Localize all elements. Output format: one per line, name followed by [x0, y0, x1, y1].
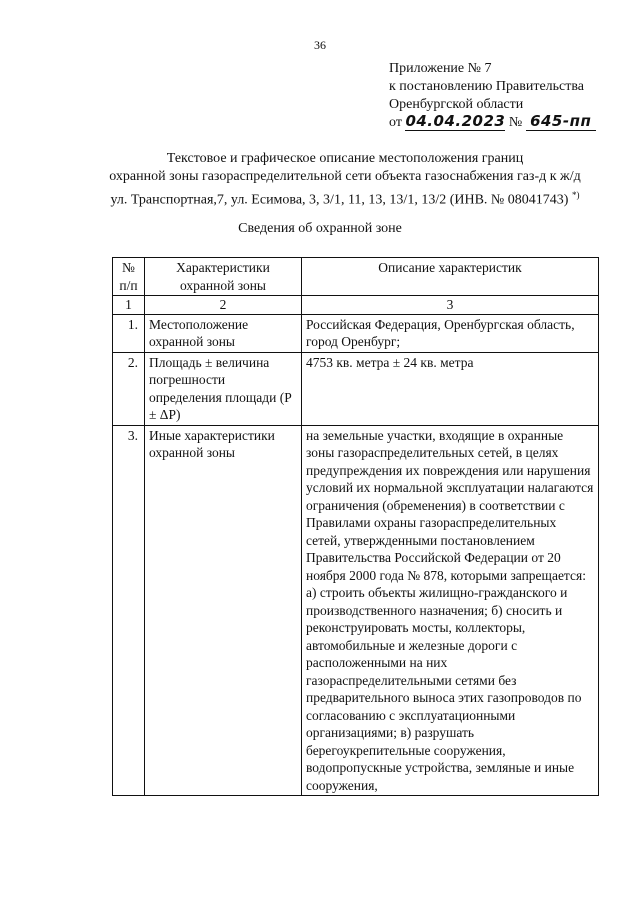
handwritten-number: 645-пп: [530, 112, 592, 130]
row-characteristic: Иные характеристики охранной зоны: [145, 425, 302, 796]
appendix-region: Оренбургской области: [389, 97, 524, 112]
index-cell: 1: [113, 296, 145, 315]
from-label: от: [389, 115, 402, 130]
protection-zone-table: [112, 257, 599, 796]
row-characteristic: Местоположение охранной зоны: [145, 314, 302, 352]
appendix-title: Приложение № 7: [389, 61, 492, 76]
appendix-reference: к постановлению Правительства: [389, 79, 585, 94]
header-description: Описание характеристик: [302, 258, 599, 296]
row-number: 1.: [113, 314, 145, 352]
handwritten-date: 04.04.2023: [405, 112, 506, 130]
appendix-date-line: [389, 114, 596, 132]
document-title: [90, 150, 600, 210]
title-line-1: Текстовое и графическое описание местоположения границ: [166, 151, 524, 166]
row-number: 3.: [113, 425, 145, 796]
table-index-row: [113, 296, 599, 315]
row-number: 2.: [113, 352, 145, 425]
row-description: Российская Федерация, Оренбургская область, город Оренбург;: [302, 314, 599, 352]
row-description: 4753 кв. метра ± 24 кв. метра: [302, 352, 599, 425]
title-line-3-text: ул. Транспортная,7, ул. Есимова, 3, 3/1, 11, 13, 13/1, 13/2 (ИНВ. № 08041743): [110, 192, 569, 208]
table-row: [113, 352, 599, 425]
table-header-row: [113, 258, 599, 296]
page-number: 36: [314, 38, 326, 52]
section-subtitle: Сведения об охранной зоне: [238, 221, 402, 236]
index-cell: 3: [302, 296, 599, 315]
header-characteristic: Характеристики охранной зоны: [145, 258, 302, 296]
title-line-2: охранной зоны газораспределительной сети объекта газоснабжения газ-д к ж/д: [109, 169, 581, 184]
index-cell: 2: [145, 296, 302, 315]
header-number: № п/п: [113, 258, 145, 296]
number-label: №: [508, 115, 523, 130]
row-description: на земельные участки, входящие в охранные зоны газораспределительных сетей, в целях предупреждения их повреждения или нарушения условий их нормальной эксплуатации налагаются ограничения (обременения) в соответствии с Правилами охраны газораспределительных сетей, утвержденными постановлением Правительства Российской Федерации от 20 ноября 2000 года № 878, которыми запрещается: а) строить объекты жилищно-гражданского и производственного назначения; б) сносить и реконструировать мосты, коллекторы, автомобильные и железные дороги с расположенными на них газораспределительными сетями без предварительного выноса этих газопроводов по согласованию с эксплуатационными организациями; в) разрушать берегоукрепительные сооружения, водопропускные устройства, земляные и иные сооружения,: [302, 425, 599, 796]
footnote-mark: *): [571, 190, 580, 200]
title-line-3: [90, 186, 600, 210]
table-row: [113, 425, 599, 796]
table-row: [113, 314, 599, 352]
appendix-block: [389, 60, 596, 132]
row-characteristic: Площадь ± величина погрешности определения площади (P ± ΔP): [145, 352, 302, 425]
